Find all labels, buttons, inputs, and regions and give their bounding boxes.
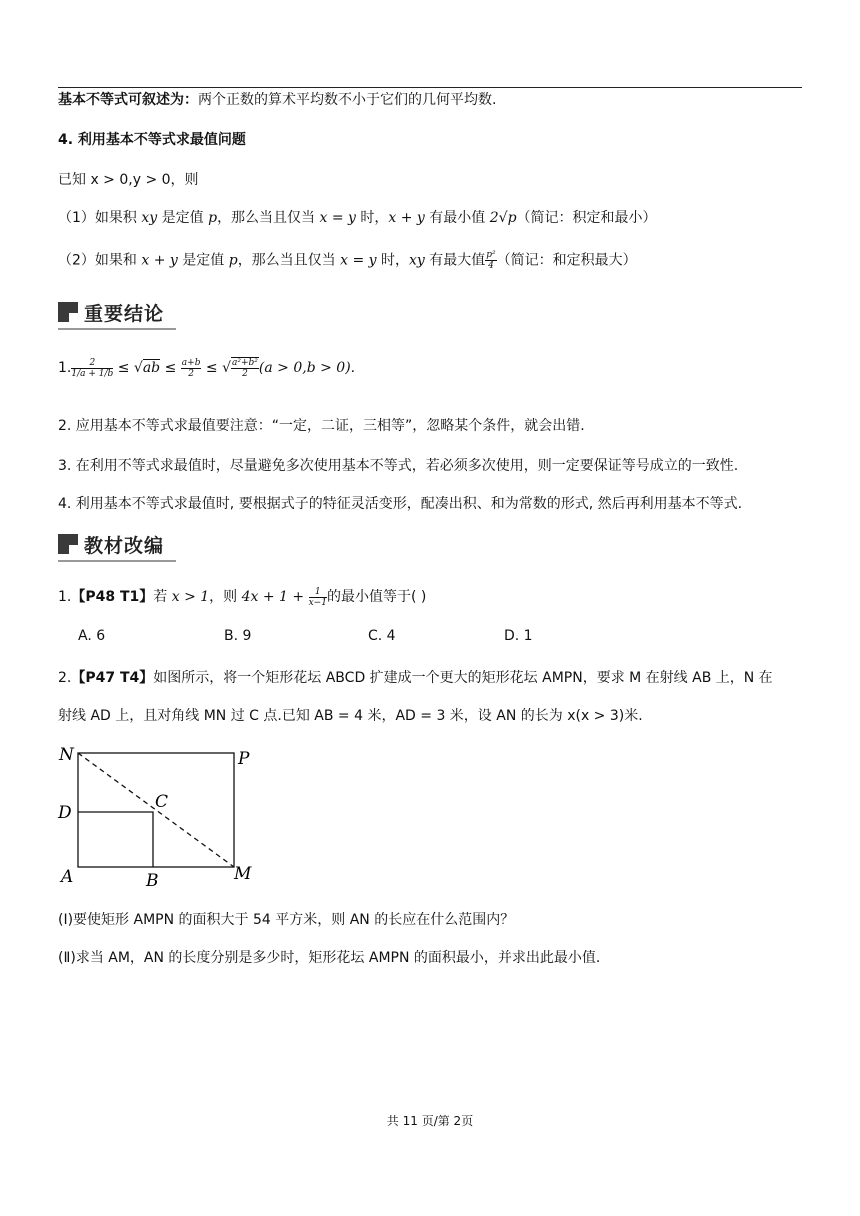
conclusion-3: 3. 在利用不等式求最值时，尽量避免多次使用基本不等式，若必须多次使用，则一定要保证等号成立的一致性. [58,458,739,474]
heading-textbook-text: 教材改编 [84,534,165,557]
c1-f2-den: 2 [188,368,194,379]
c1-num: 1. [58,360,72,376]
label-p: P [238,749,250,769]
q1-choice-b: B. 9 [224,628,252,644]
item-1-mid1: 是定值 [157,210,209,226]
q1-tail: 的最小值等于( ) [326,589,427,605]
question-2-line-2: 射线 AD 上，且对角线 MN 过 C 点.已知 AB = 4 米，AD = 3 米，设 AN 的长为 x(x > 3)米. [58,708,643,724]
c1-f1-num: 2 [71,358,113,369]
item-1-mid2: ，那么当且仅当 [217,210,320,226]
given-line: 已知 x > 0,y > 0，则 [58,172,199,188]
item-2 [58,250,637,271]
heading-underline [58,328,176,330]
item-2-sum: x + y [141,252,178,269]
top-rule [58,87,802,88]
q1-choice-c: C. 4 [368,628,396,644]
c1-sqrt-rms: √ $\frac{\text{a²+b²}}{2}$ [222,358,258,379]
c1-f3-den: 2 [242,369,248,379]
c1-sqrt-ab: ab [142,360,161,376]
q1-cond: x > 1 [171,589,210,605]
heading-textbook [58,530,164,558]
c1-frac-mean [181,358,202,379]
c1-frac-rms [231,357,259,379]
item-2-num: （2） [58,252,95,269]
item-1-cond: x = y [319,210,356,226]
item-2-mid3: 时， [376,252,410,269]
q2-num: 2. [58,670,72,686]
q1-mid: ，则 [209,589,242,605]
square-icon [58,534,78,554]
item-2-note: （简记：和定积最大） [496,252,637,269]
square-icon [58,302,78,322]
conclusion-2: 2. 应用基本不等式求最值要注意：“一定，二证，三相等”，忽略某个条件，就会出错. [58,418,585,434]
q1-frac-den: x−1 [308,597,327,608]
q1-expr: 4x + 1 + [241,589,309,605]
conclusion-4: 4. 利用基本不等式求最值时, 要根据式子的特征灵活变形，配凑出积、和为常数的形式, 然后再利用基本不等式. [58,496,743,512]
q1-pre: 若 [153,589,172,605]
c1-le-3: ≤ [201,360,223,376]
item-1-pre: 如果积 [94,210,142,226]
q1-tag: 【P48 T1】 [71,589,154,605]
question-1 [58,584,426,610]
item-2-p: p [228,252,238,269]
label-c: C [155,792,169,812]
item-1 [58,208,657,228]
item-2-frac-num: p² [486,250,496,260]
c1-f2-num: a+b [181,357,201,368]
page-footer: 共 11 页/第 2页 [386,1114,474,1128]
c1-frac-harmonic [71,358,113,379]
item-1-xy: xy [141,210,158,226]
q1-num: 1. [58,589,72,605]
rect-abcd [78,812,153,867]
item-1-num: （1） [58,210,95,226]
item-2-xy: xy [409,252,425,269]
intro-text: 两个正数的算术平均数不小于它们的几何平均数. [198,92,497,108]
q1-choice-d: D. 1 [504,628,533,644]
q2-line1: 如图所示，将一个矩形花坛 ABCD 扩建成一个更大的矩形花坛 AMPN，要求 M 在射线 AB 上，N 在 [153,670,773,686]
item-1-sum: x + y [388,210,425,226]
q1-frac-num: 1 [309,587,327,598]
heading-conclusions-text: 重要结论 [84,302,165,325]
section4-title: 4. 利用基本不等式求最值问题 [58,132,246,148]
item-2-max-frac [485,250,496,271]
question-2-part-2: (Ⅱ)求当 AM，AN 的长度分别是多少时，矩形花坛 AMPN 的面积最小，并求出此最小值. [58,950,601,966]
item-1-mid3: 时， [355,210,389,226]
c1-tail: (a > 0,b > 0). [258,360,356,376]
item-2-cond: x = y [340,252,377,269]
item-2-pre: 如果和 [94,252,142,269]
label-a: A [61,867,74,887]
c1-f3-num: a²+b² [232,358,258,368]
item-1-note: （简记：积定和最小） [516,210,657,226]
c1-le-2: ≤ [160,360,181,376]
item-1-p: p [208,210,218,226]
c1-f1-den: 1/a + 1/b [71,368,114,379]
conclusion-1 [58,354,355,382]
label-n: N [59,745,74,765]
heading-underline [58,560,176,562]
q2-tag: 【P47 T4】 [71,670,154,686]
item-1-mid4: 有最小值 [424,210,490,226]
intro-line [58,90,496,110]
item-1-val: 2√p [489,210,517,226]
intro-bold: 基本不等式可叙述为： [58,92,198,108]
c1-sqrt: √ab [133,360,161,376]
item-2-mid2: ，那么当且仅当 [237,252,341,269]
question-2-part-1: (Ⅰ)要使矩形 AMPN 的面积大于 54 平方米，则 AN 的长应在什么范围内？ [58,912,515,928]
item-2-mid1: 是定值 [177,252,229,269]
label-d: D [58,803,72,823]
item-2-mid4: 有最大值 [424,252,486,269]
heading-conclusions [58,298,164,326]
question-2-line-1 [58,668,773,688]
q1-choice-a: A. 6 [78,628,106,644]
label-b: B [146,871,159,890]
item-2-frac-den: 4 [488,261,494,271]
q1-frac [309,587,327,608]
rectangle-figure [52,740,272,890]
c1-le-1: ≤ [113,360,134,376]
label-m: M [234,864,252,884]
